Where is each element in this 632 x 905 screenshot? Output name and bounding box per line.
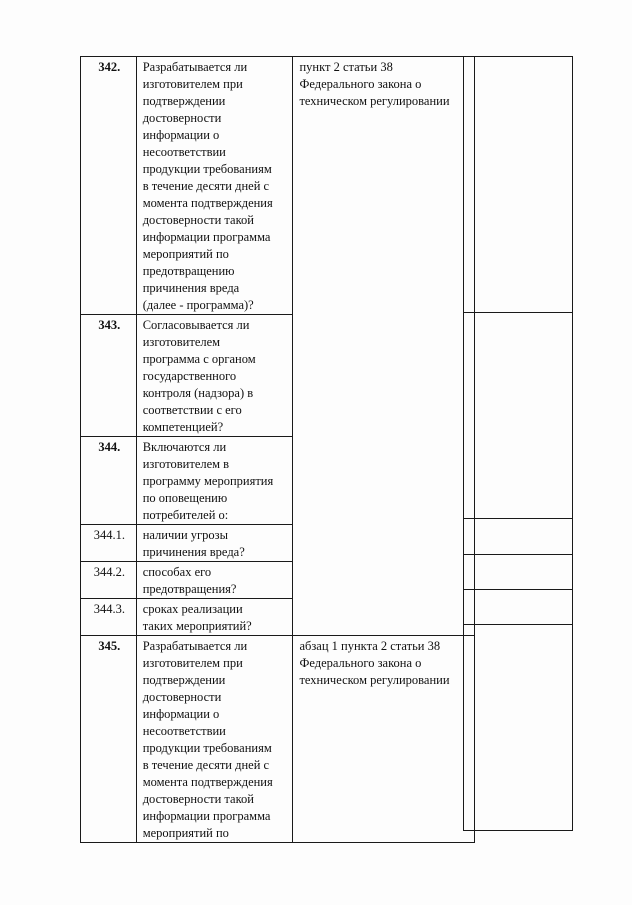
question-text: Включаются ли изготовителем в программу мероприятия по оповещению потребителей о: <box>142 440 274 522</box>
question-cell <box>136 437 293 525</box>
notes-cell <box>464 590 573 625</box>
checklist-table <box>80 56 475 843</box>
legal-reference-cell <box>293 636 475 843</box>
notes-cell <box>464 313 573 519</box>
question-text: Согласовывается ли изготовителем программа с органом государственного контроля (надзора) в соответствии с его компетенцией? <box>142 318 256 434</box>
notes-cell <box>464 625 573 831</box>
notes-row <box>464 519 573 555</box>
notes-cell <box>464 519 573 555</box>
question-cell <box>136 562 293 599</box>
table-row <box>81 636 475 843</box>
question-text: Разрабатывается ли изготовителем при подтверждении достоверности информации о несоответствии продукции требованиям в течение десяти дней с момента подтверждения достоверности такой информации программа мероприятий по <box>142 639 273 840</box>
notes-row <box>464 313 573 519</box>
item-number: 344.2. <box>81 562 137 599</box>
notes-column <box>463 56 573 831</box>
notes-row <box>464 625 573 831</box>
notes-cell <box>464 57 573 313</box>
item-number: 344.1. <box>81 525 137 562</box>
notes-cell <box>464 555 573 590</box>
notes-row <box>464 57 573 313</box>
legal-reference-cell <box>293 57 475 636</box>
question-text: сроках реализации таких мероприятий? <box>142 602 252 633</box>
question-cell <box>136 636 293 843</box>
notes-row <box>464 590 573 625</box>
question-text: Разрабатывается ли изготовителем при подтверждении достоверности информации о несоответствии продукции требованиям в течение десяти дней с момента подтверждения достоверности такой информации программа мероприятий по предотвращению причинения вреда (далее - программа)? <box>142 60 273 312</box>
question-cell <box>136 599 293 636</box>
legal-reference-text: пункт 2 статьи 38 Федерального закона о техническом регулировании <box>299 60 450 108</box>
legal-reference-text: абзац 1 пункта 2 статьи 38 Федерального закона о техническом регулировании <box>299 639 450 687</box>
question-text: способах его предотвращения? <box>142 565 237 596</box>
notes-row <box>464 555 573 590</box>
question-cell <box>136 525 293 562</box>
item-number: 342. <box>81 57 137 315</box>
question-cell <box>136 315 293 437</box>
question-text: наличии угрозы причинения вреда? <box>142 528 245 559</box>
item-number: 344. <box>81 437 137 525</box>
item-number: 343. <box>81 315 137 437</box>
table-row <box>81 57 475 315</box>
item-number: 344.3. <box>81 599 137 636</box>
item-number: 345. <box>81 636 137 843</box>
question-cell <box>136 57 293 315</box>
